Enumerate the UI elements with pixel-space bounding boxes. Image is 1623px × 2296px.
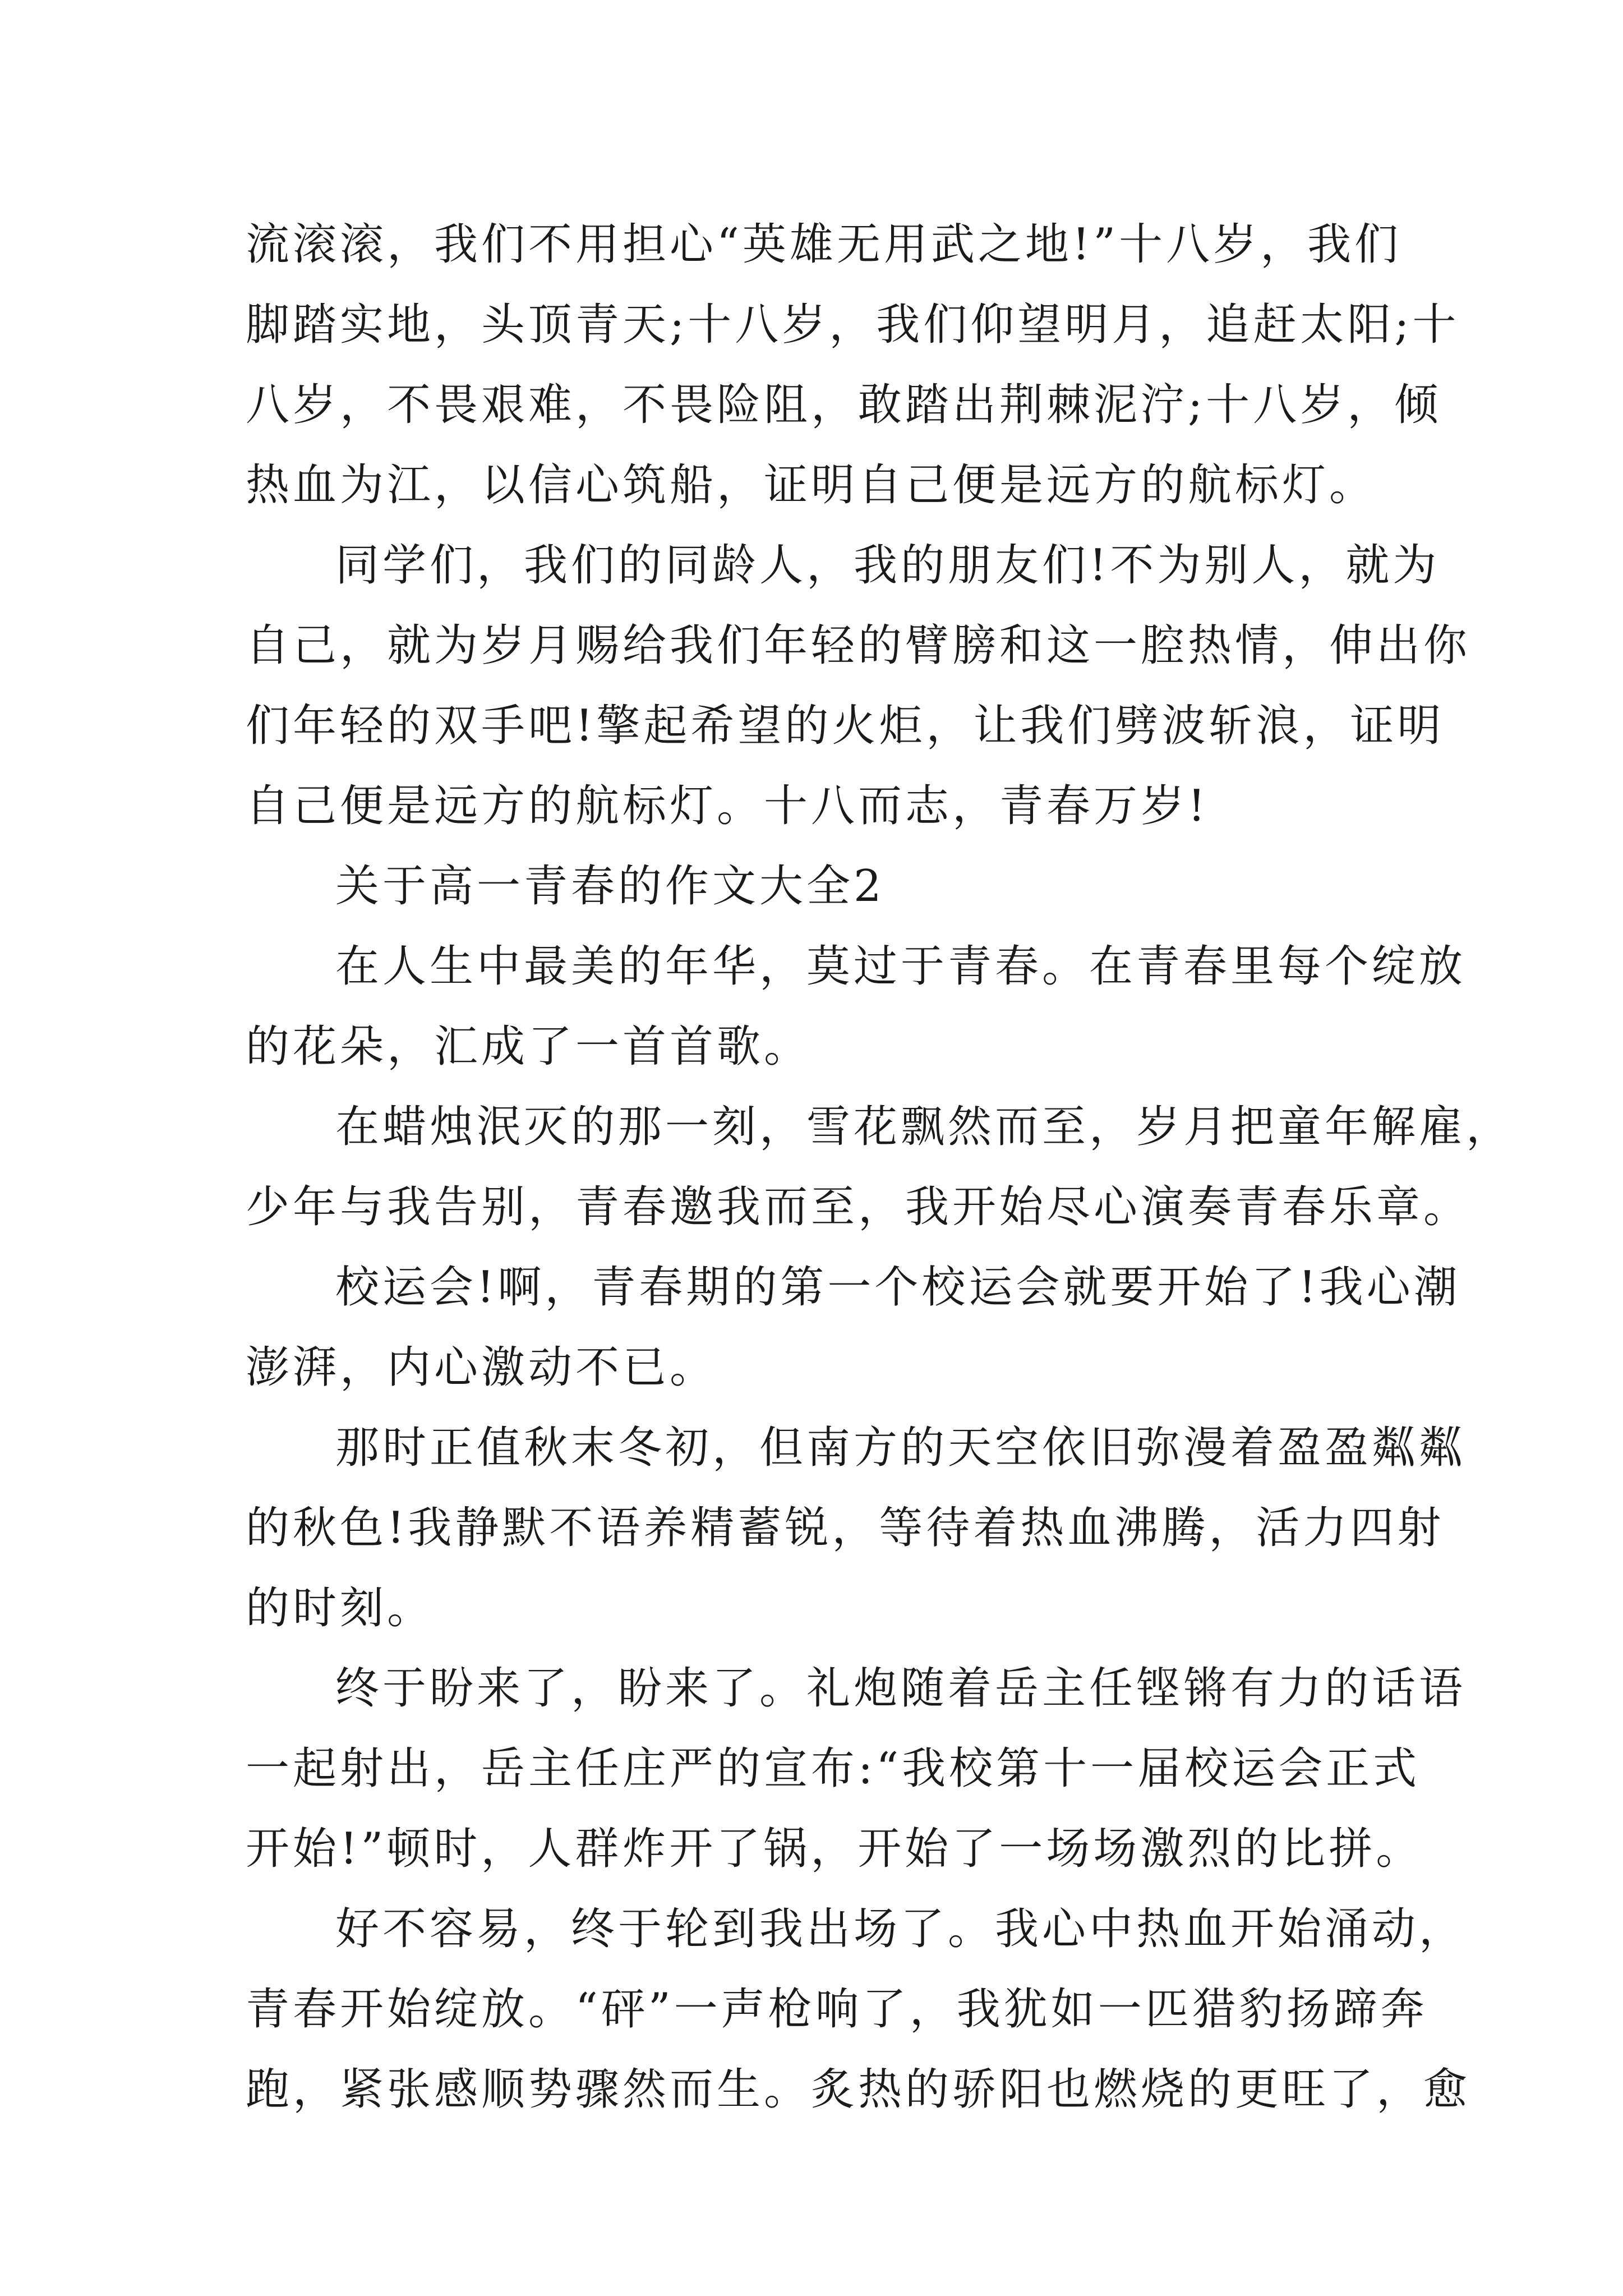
text-line: 自己便是远方的航标灯。十八而志，青春万岁! [246, 781, 1209, 831]
text-line: 热血为江，以信心筑船，证明自己便是远方的航标灯。 [246, 460, 1377, 510]
text-line: 的时刻。 [246, 1583, 435, 1634]
paragraph-start-line: 在人生中最美的年华，莫过于青春。在青春里每个绽放 [335, 941, 1467, 992]
text-line: 八岁，不畏艰难，不畏险阻，敢踏出荆棘泥泞;十八岁，倾 [246, 380, 1442, 430]
text-line: 自己，就为岁月赐给我们年轻的臂膀和这一腔热情，伸出你 [246, 620, 1471, 671]
paragraph-start-line: 同学们，我们的同龄人，我的朋友们!不为别人，就为 [335, 540, 1440, 591]
paragraph-start-line: 那时正值秋末冬初，但南方的天空依旧弥漫着盈盈粼粼 [335, 1423, 1467, 1473]
text-line: 脚踏实地，头顶青天;十八岁，我们仰望明月，追赶太阳;十 [246, 300, 1460, 350]
text-line: 青春开始绽放。“砰”一声枪响了，我犹如一匹猎豹扬蹄奔 [246, 1984, 1428, 2035]
paragraph-start-line: 好不容易，终于轮到我出场了。我心中热血开始涌动， [335, 1904, 1467, 1954]
section-heading: 关于高一青春的作文大全2 [335, 861, 885, 912]
text-line: 的秋色!我静默不语养精蓄锐，等待着热血沸腾，活力四射 [246, 1503, 1445, 1553]
text-line: 流滚滚，我们不用担心“英雄无用武之地!”十八岁，我们 [246, 219, 1402, 270]
text-line: 澎湃，内心激动不已。 [246, 1342, 717, 1393]
paragraph-start-line: 校运会!啊，青春期的第一个校运会就要开始了!我心潮 [335, 1262, 1461, 1313]
text-line: 一起射出，岳主任庄严的宣布:“我校第十一届校运会正式 [246, 1743, 1421, 1794]
paragraph-start-line: 在蜡烛泯灭的那一刻，雪花飘然而至，岁月把童年解雇， [335, 1102, 1514, 1152]
text-line: 少年与我告别，青春邀我而至，我开始尽心演奏青春乐章。 [246, 1182, 1471, 1232]
text-line: 开始!”顿时，人群炸开了锅，开始了一场场激烈的比拼。 [246, 1824, 1423, 1874]
text-line: 的花朵，汇成了一首首歌。 [246, 1022, 811, 1072]
text-line: 跑，紧张感顺势骤然而生。炙热的骄阳也燃烧的更旺了，愈 [246, 2064, 1471, 2115]
paragraph-start-line: 终于盼来了，盼来了。礼炮随着岳主任铿锵有力的话语 [335, 1663, 1467, 1714]
text-line: 们年轻的双手吧!擎起希望的火炬，让我们劈波斩浪，证明 [246, 701, 1445, 751]
document-body [246, 205, 1514, 2130]
